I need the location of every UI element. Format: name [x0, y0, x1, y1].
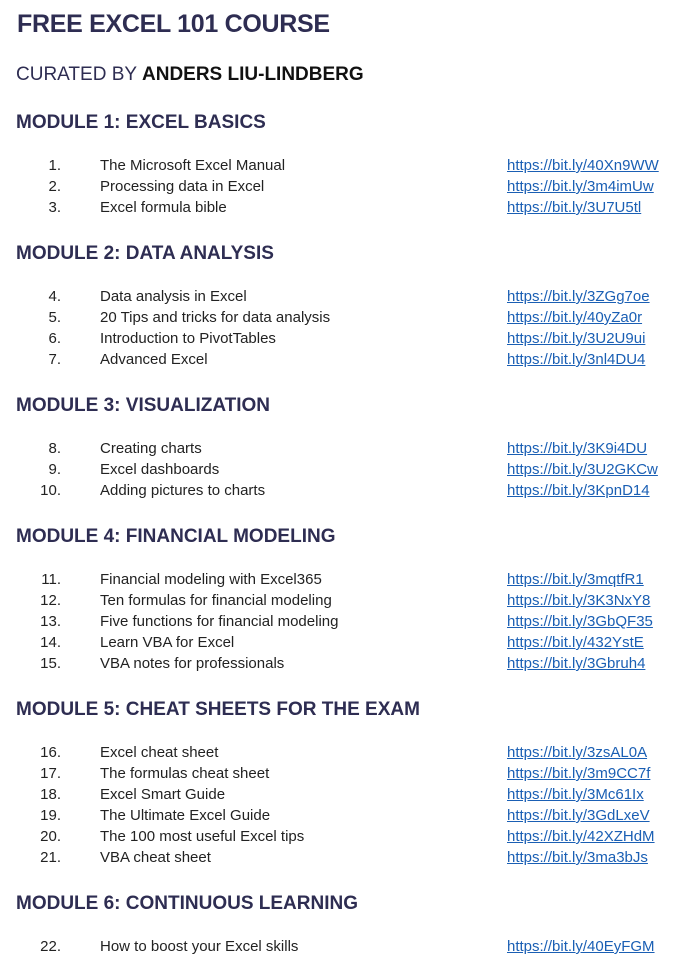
item-title: The Ultimate Excel Guide: [100, 807, 271, 824]
list-item: [0, 155, 695, 176]
item-title: Processing data in Excel: [100, 178, 265, 195]
module-6-heading: MODULE 6: CONTINUOUS LEARNING: [16, 893, 358, 914]
list-item: [0, 763, 695, 784]
curated-prefix: CURATED BY: [16, 64, 137, 85]
list-item: [0, 176, 695, 197]
item-title: The formulas cheat sheet: [100, 765, 270, 782]
item-link[interactable]: https://bit.ly/3m4imUw: [507, 178, 654, 195]
list-item: [0, 742, 695, 763]
item-link[interactable]: https://bit.ly/3GbQF35: [507, 613, 653, 630]
list-item: [0, 784, 695, 805]
module-5-heading: MODULE 5: CHEAT SHEETS FOR THE EXAM: [16, 699, 420, 720]
item-title: Excel formula bible: [100, 199, 227, 216]
item-title: Excel cheat sheet: [100, 744, 219, 761]
item-link[interactable]: https://bit.ly/432YstE: [507, 634, 644, 651]
item-title: Advanced Excel: [100, 351, 208, 368]
item-title: How to boost your Excel skills: [100, 938, 299, 955]
item-number: 11.: [41, 571, 61, 588]
list-item: [0, 936, 695, 957]
module-4-heading: MODULE 4: FINANCIAL MODELING: [16, 526, 336, 547]
item-title: Excel Smart Guide: [100, 786, 226, 803]
item-title: 20 Tips and tricks for data analysis: [100, 309, 331, 326]
item-title: Five functions for financial modeling: [100, 613, 339, 630]
item-link[interactable]: https://bit.ly/3K3NxY8: [507, 592, 651, 609]
item-number: 12.: [40, 592, 61, 609]
item-number: 17.: [40, 765, 61, 782]
item-link[interactable]: https://bit.ly/3U7U5tl: [507, 199, 642, 216]
item-number: 5.: [48, 309, 61, 326]
list-item: [0, 438, 695, 459]
item-number: 6.: [48, 330, 61, 347]
item-link[interactable]: https://bit.ly/3Gbruh4: [507, 655, 646, 672]
curator-line: [16, 63, 364, 87]
item-number: 22.: [40, 938, 61, 955]
list-item: [0, 328, 695, 349]
item-link[interactable]: https://bit.ly/3ma3bJs: [507, 849, 648, 866]
list-item: [0, 611, 695, 632]
item-number: 10.: [40, 482, 61, 499]
item-number: 19.: [40, 807, 61, 824]
list-item: [0, 826, 695, 847]
item-title: Learn VBA for Excel: [100, 634, 235, 651]
item-number: 3.: [48, 199, 61, 216]
list-item: [0, 590, 695, 611]
list-item: [0, 805, 695, 826]
item-number: 16.: [40, 744, 61, 761]
list-item: [0, 569, 695, 590]
item-number: 18.: [40, 786, 61, 803]
list-item: [0, 653, 695, 674]
list-item: [0, 349, 695, 370]
item-title: Data analysis in Excel: [100, 288, 247, 305]
curator-name: ANDERS LIU-LINDBERG: [142, 64, 364, 85]
item-number: 13.: [40, 613, 61, 630]
item-title: Introduction to PivotTables: [100, 330, 276, 347]
item-title: VBA notes for professionals: [100, 655, 285, 672]
item-number: 21.: [40, 849, 61, 866]
module-1-heading: MODULE 1: EXCEL BASICS: [16, 112, 266, 133]
item-title: VBA cheat sheet: [100, 849, 211, 866]
item-link[interactable]: https://bit.ly/42XZHdM: [507, 828, 655, 845]
list-item: [0, 480, 695, 501]
item-link[interactable]: https://bit.ly/3KpnD14: [507, 482, 650, 499]
list-item: [0, 197, 695, 218]
item-title: Excel dashboards: [100, 461, 220, 478]
item-link[interactable]: https://bit.ly/40yZa0r: [507, 309, 643, 326]
item-link[interactable]: https://bit.ly/3U2GKCw: [507, 461, 658, 478]
item-title: The Microsoft Excel Manual: [100, 157, 286, 174]
item-link[interactable]: https://bit.ly/3ZGg7oe: [507, 288, 650, 305]
item-number: 1.: [48, 157, 61, 174]
item-title: Ten formulas for financial modeling: [100, 592, 332, 609]
item-title: Financial modeling with Excel365: [100, 571, 322, 588]
list-item: [0, 847, 695, 868]
item-number: 9.: [48, 461, 61, 478]
item-link[interactable]: https://bit.ly/3U2U9ui: [507, 330, 646, 347]
item-title: The 100 most useful Excel tips: [100, 828, 305, 845]
page-title: FREE EXCEL 101 COURSE: [17, 10, 330, 38]
item-title: Creating charts: [100, 440, 202, 457]
item-number: 15.: [40, 655, 61, 672]
item-number: 2.: [48, 178, 61, 195]
list-item: [0, 286, 695, 307]
item-link[interactable]: https://bit.ly/3zsAL0A: [507, 744, 648, 761]
list-item: [0, 459, 695, 480]
item-link[interactable]: https://bit.ly/3nl4DU4: [507, 351, 646, 368]
item-number: 20.: [40, 828, 61, 845]
item-link[interactable]: https://bit.ly/3K9i4DU: [507, 440, 648, 457]
list-item: [0, 632, 695, 653]
item-number: 14.: [40, 634, 61, 651]
item-link[interactable]: https://bit.ly/3m9CC7f: [507, 765, 651, 782]
item-number: 7.: [48, 351, 61, 368]
item-link[interactable]: https://bit.ly/40Xn9WW: [507, 157, 659, 174]
item-link[interactable]: https://bit.ly/3Mc61Ix: [507, 786, 644, 803]
item-number: 8.: [48, 440, 61, 457]
module-3-heading: MODULE 3: VISUALIZATION: [16, 395, 271, 416]
module-2-heading: MODULE 2: DATA ANALYSIS: [16, 243, 274, 264]
item-title: Adding pictures to charts: [100, 482, 266, 499]
item-link[interactable]: https://bit.ly/40EyFGM: [507, 938, 655, 955]
item-link[interactable]: https://bit.ly/3GdLxeV: [507, 807, 650, 824]
item-number: 4.: [48, 288, 61, 305]
list-item: [0, 307, 695, 328]
item-link[interactable]: https://bit.ly/3mqtfR1: [507, 571, 644, 588]
